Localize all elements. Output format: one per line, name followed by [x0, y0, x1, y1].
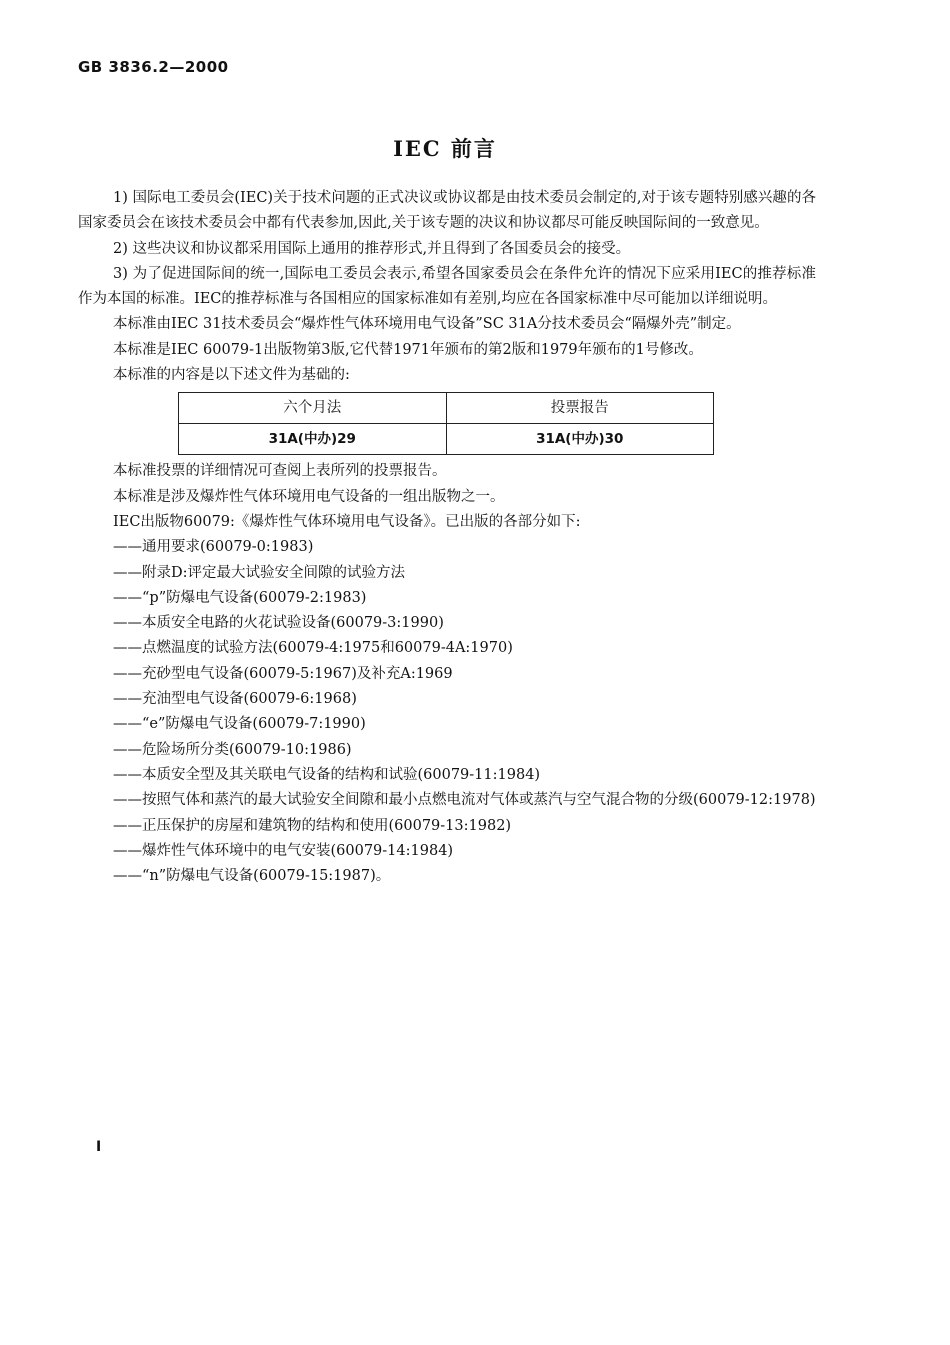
paragraph-2: 2) 这些决议和协议都采用国际上通用的推荐形式,并且得到了各国委员会的接受。	[113, 240, 631, 257]
paragraph-drafting-committee: 本标准由IEC 31技术委员会“爆炸性气体环境用电气设备”SC 31A分技术委员会“隔爆外壳”制定。	[113, 316, 741, 333]
document-code-header: GB 3836.2—2000	[78, 58, 229, 76]
table-row	[179, 424, 714, 455]
paragraph-3: 3) 为了促进国际间的统一,国际电工委员会表示,希望各国家委员会在条件允许的情况下应采用IEC的推荐标准作为本国的标准。IEC的推荐标准与各国相应的国家标准如有差别,均应在各国家标准中尽可能加以详细说明。	[78, 265, 816, 308]
table-header-six-months: 六个月法	[179, 393, 447, 424]
list-item: ——本质安全电路的火花试验设备(60079-3:1990)	[113, 615, 444, 632]
paragraph-publication-parts: IEC出版物60079:《爆炸性气体环境用电气设备》。已出版的各部分如下:	[113, 513, 581, 530]
paragraph-1: 1) 国际电工委员会(IEC)关于技术问题的正式决议或协议都是由技术委员会制定的,对于该专题特别感兴趣的各国家委员会在该技术委员会中都有代表参加,因此,关于该专题的决议和协议都尽可能反映国际间的一致意见。	[78, 190, 816, 232]
list-item: ——通用要求(60079-0:1983)	[113, 539, 314, 556]
list-item: ——本质安全型及其关联电气设备的结构和试验(60079-11:1984)	[113, 766, 541, 783]
list-item: ——“e”防爆电气设备(60079-7:1990)	[113, 716, 366, 733]
list-item: ——附录D:评定最大试验安全间隙的试验方法	[113, 564, 406, 581]
paragraph-series: 本标准是涉及爆炸性气体环境用电气设备的一组出版物之一。	[113, 488, 505, 505]
list-item: ——爆炸性气体环境中的电气安装(60079-14:1984)	[113, 842, 454, 859]
list-item: ——充油型电气设备(60079-6:1968)	[113, 691, 357, 708]
list-item: ——“n”防爆电气设备(60079-15:1987)。	[113, 868, 391, 885]
list-item: ——按照气体和蒸汽的最大试验安全间隙和最小点燃电流对气体或蒸汽与空气混合物的分级(60079-12:1978)	[113, 792, 816, 809]
table-header-voting-report: 投票报告	[446, 393, 714, 424]
paragraph-voting-details: 本标准投票的详细情况可查阅上表所列的投票报告。	[113, 463, 447, 480]
paragraph-edition: 本标准是IEC 60079-1出版物第3版,它代替1971年颁布的第2版和1979年颁布的1号修改。	[113, 341, 703, 358]
list-item: ——点燃温度的试验方法(60079-4:1975和60079-4A:1970)	[113, 640, 513, 657]
document-body	[78, 186, 816, 889]
page-title: IEC 前言	[393, 136, 497, 161]
paragraph-basis: 本标准的内容是以下述文件为基础的:	[113, 367, 350, 384]
page-number: I	[96, 1139, 102, 1155]
list-item: ——“p”防爆电气设备(60079-2:1983)	[113, 589, 367, 606]
table-cell-six-months: 31A(中办)29	[179, 424, 447, 455]
list-item: ——正压保护的房屋和建筑物的结构和使用(60079-13:1982)	[113, 817, 512, 834]
voting-documents-table	[178, 392, 714, 455]
table-cell-voting-report: 31A(中办)30	[446, 424, 714, 455]
list-item: ——充砂型电气设备(60079-5:1967)及补充A:1969	[113, 665, 453, 682]
list-item: ——危险场所分类(60079-10:1986)	[113, 741, 352, 758]
table-header-row	[179, 393, 714, 424]
